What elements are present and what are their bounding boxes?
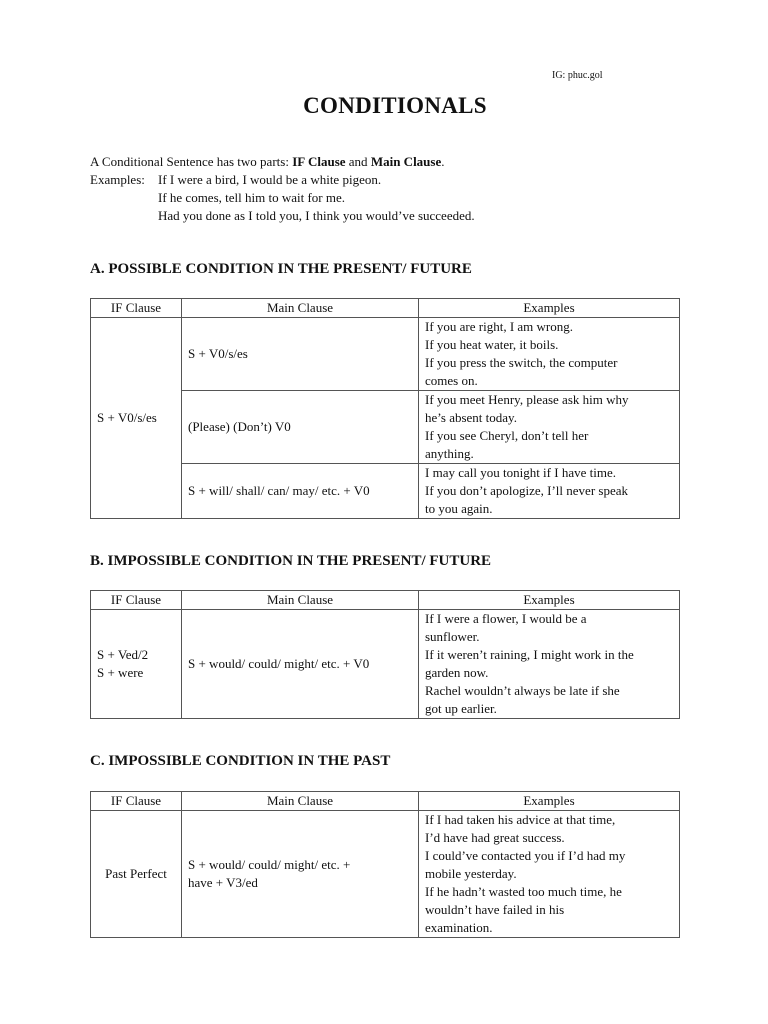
example-line: If you don’t apologize, I’ll never speak <box>425 483 628 498</box>
intro-definition-text: A Conditional Sentence has two parts: <box>90 154 293 169</box>
example-line: examination. <box>425 920 493 935</box>
examples-label: Examples: <box>90 172 145 187</box>
instagram-handle: IG: phuc.gol <box>552 70 603 81</box>
example-line: If I had taken his advice at that time, <box>425 812 616 827</box>
table-row <box>91 811 680 938</box>
main-clause-term: Main Clause <box>370 154 442 169</box>
table-row <box>91 610 680 719</box>
examples-cell <box>419 464 680 519</box>
intro-and: and <box>345 154 371 169</box>
intro-example <box>90 171 475 189</box>
example-line: If it weren’t raining, I might work in the <box>425 647 634 662</box>
if-clause-line: S + were <box>97 665 144 680</box>
example-line: If you meet Henry, please ask him why <box>425 392 629 407</box>
examples-cell <box>419 811 680 938</box>
column-header-main: Main Clause <box>182 591 419 610</box>
example-line: to you again. <box>425 501 493 516</box>
if-clause-cell <box>91 610 182 719</box>
example-line: If I were a flower, I would be a <box>425 611 587 626</box>
example-line: mobile yesterday. <box>425 866 517 881</box>
example-line: wouldn’t have failed in his <box>425 902 565 917</box>
example-line: I could’ve contacted you if I’d had my <box>425 848 626 863</box>
if-clause-term: IF Clause <box>292 154 346 169</box>
page-title: CONDITIONALS <box>303 93 487 118</box>
section-a-table <box>90 298 680 519</box>
example-line: If you press the switch, the computer <box>425 355 618 370</box>
section-c-title: C. IMPOSSIBLE CONDITION IN THE PAST <box>90 753 391 769</box>
example-line: comes on. <box>425 373 478 388</box>
example-line: If you see Cheryl, don’t tell her <box>425 428 589 443</box>
table-row <box>91 318 680 391</box>
column-header-examples: Examples <box>419 792 680 811</box>
example-line: I’d have had great success. <box>425 830 565 845</box>
main-clause-line: S + would/ could/ might/ etc. + <box>188 857 351 872</box>
main-clause-cell: S + would/ could/ might/ etc. + V0 <box>182 610 419 719</box>
section-b-title: B. IMPOSSIBLE CONDITION IN THE PRESENT/ FUTURE <box>90 553 492 569</box>
column-header-if: IF Clause <box>91 792 182 811</box>
column-header-main: Main Clause <box>182 299 419 318</box>
intro-example <box>90 189 475 207</box>
intro-example-text: Had you done as I told you, I think you would’ve succeeded. <box>158 208 475 223</box>
if-clause-cell: Past Perfect <box>91 811 182 938</box>
intro-period: . <box>441 154 445 169</box>
main-clause-cell: S + V0/s/es <box>182 318 419 391</box>
section-a-title: A. POSSIBLE CONDITION IN THE PRESENT/ FUTURE <box>90 261 472 277</box>
main-clause-cell <box>182 811 419 938</box>
example-line: If you heat water, it boils. <box>425 337 559 352</box>
column-header-examples: Examples <box>419 591 680 610</box>
example-line: got up earlier. <box>425 701 497 716</box>
main-clause-line: have + V3/ed <box>188 875 258 890</box>
section-c-table <box>90 791 680 938</box>
column-header-if: IF Clause <box>91 299 182 318</box>
example-line: he’s absent today. <box>425 410 517 425</box>
if-clause-cell: S + V0/s/es <box>91 318 182 519</box>
example-line: anything. <box>425 446 474 461</box>
examples-cell <box>419 610 680 719</box>
section-b-table <box>90 590 680 719</box>
example-line: sunflower. <box>425 629 480 644</box>
table-header-row <box>91 299 680 318</box>
example-line: If he hadn’t wasted too much time, he <box>425 884 622 899</box>
if-clause-line: S + Ved/2 <box>97 647 149 662</box>
intro-definition <box>90 153 475 171</box>
intro-example <box>90 207 475 225</box>
column-header-if: IF Clause <box>91 591 182 610</box>
example-line: garden now. <box>425 665 489 680</box>
main-clause-cell: (Please) (Don’t) V0 <box>182 391 419 464</box>
intro-example-text: If he comes, tell him to wait for me. <box>158 190 346 205</box>
example-line: If you are right, I am wrong. <box>425 319 574 334</box>
column-header-main: Main Clause <box>182 792 419 811</box>
intro-example-text: If I were a bird, I would be a white pigeon. <box>158 172 382 187</box>
examples-cell <box>419 318 680 391</box>
examples-cell <box>419 391 680 464</box>
column-header-examples: Examples <box>419 299 680 318</box>
example-line: Rachel wouldn’t always be late if she <box>425 683 620 698</box>
table-header-row <box>91 591 680 610</box>
intro-text <box>90 153 475 225</box>
table-header-row <box>91 792 680 811</box>
example-line: I may call you tonight if I have time. <box>425 465 616 480</box>
main-clause-cell: S + will/ shall/ can/ may/ etc. + V0 <box>182 464 419 519</box>
